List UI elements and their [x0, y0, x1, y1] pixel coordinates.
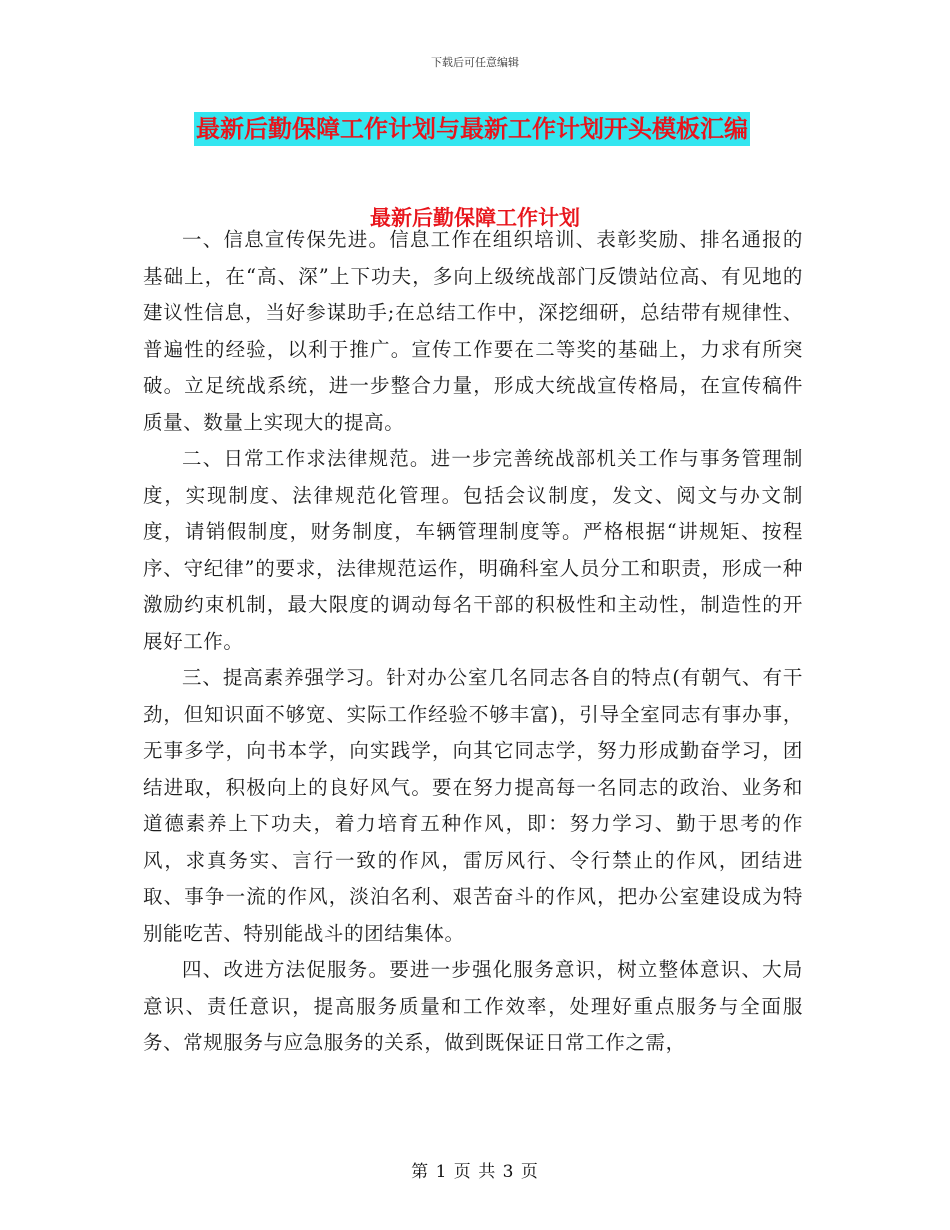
document-main-title: 最新后勤保障工作计划与最新工作计划开头模板汇编 [194, 112, 750, 146]
paragraph-3: 三、提高素养强学习。针对办公室几名同志各自的特点(有朝气、有干劲，但知识面不够宽、实际工作经验不够丰富)，引导全室同志有事办事，无事多学，向书本学，向实践学，向其它同志学，努力形成勤奋学习，团结进取，积极向上的良好风气。要在努力提高每一名同志的政治、业务和道德素养上下功夫，着力培育五种作风，即：努力学习、勤于思考的作风，求真务实、言行一致的作风，雷厉风行、令行禁止的作风，团结进取、事争一流的作风，淡泊名利、艰苦奋斗的作风，把办公室建设成为特别能吃苦、特别能战斗的团结集体。 [143, 666, 803, 945]
paragraph-4: 四、改进方法促服务。要进一步强化服务意识，树立整体意识、大局意识、责任意识，提高服务质量和工作效率，处理好重点服务与全面服务、常规服务与应急服务的关系，做到既保证日常工作之需， [143, 958, 803, 1054]
page-number-footer: 第 1 页 共 3 页 [411, 1162, 539, 1182]
document-body [143, 222, 803, 1062]
header-note: 下载后可任意编辑 [431, 56, 519, 69]
section-title: 最新后勤保障工作计划 [370, 206, 580, 230]
paragraph-1: 一、信息宣传保先进。信息工作在组织培训、表彰奖励、排名通报的基础上，在“高、深”上下功夫，多向上级统战部门反馈站位高、有见地的建议性信息，当好参谋助手;在总结工作中，深挖细研，总结带有规律性、普遍性的经验，以利于推广。宣传工作要在二等奖的基础上，力求有所突破。立足统战系统，进一步整合力量，形成大统战宣传格局，在宣传稿件质量、数量上实现大的提高。 [143, 228, 803, 434]
paragraph-2: 二、日常工作求法律规范。进一步完善统战部机关工作与事务管理制度，实现制度、法律规范化管理。包括会议制度，发文、阅文与办文制度，请销假制度，财务制度，车辆管理制度等。严格根据“讲规矩、按程序、守纪律”的要求，法律规范运作，明确科室人员分工和职责，形成一种激励约束机制，最大限度的调动每名干部的积极性和主动性，制造性的开展好工作。 [143, 447, 803, 653]
